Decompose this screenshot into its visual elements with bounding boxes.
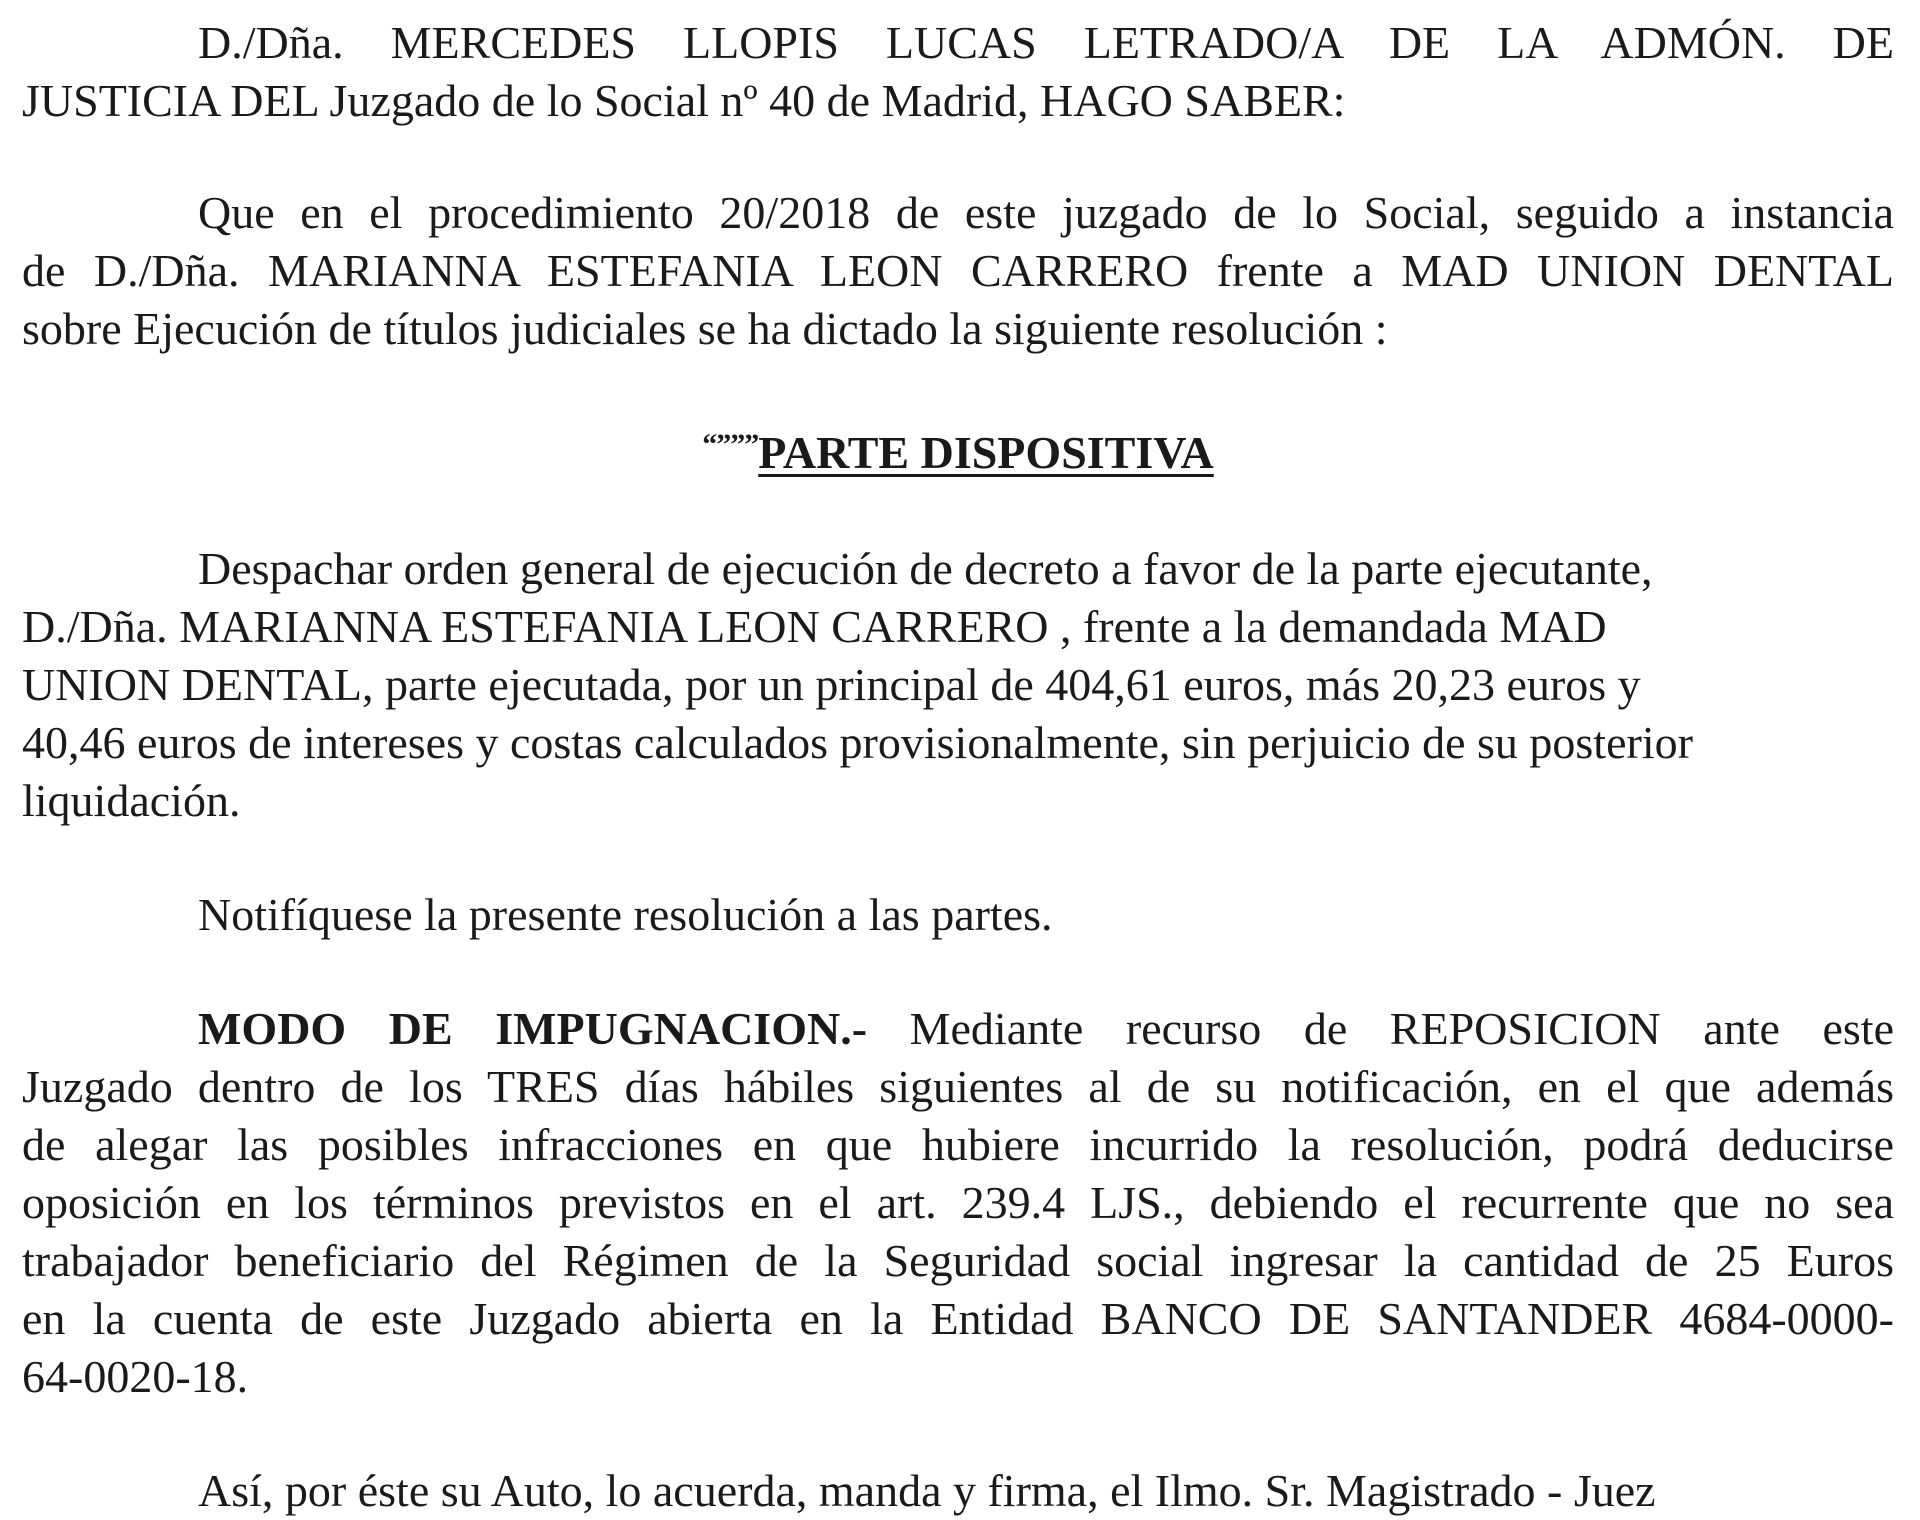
ruling-line-2: D./Dña. MARIANNA ESTEFANIA LEON CARRERO , frente a la demandada MAD	[22, 601, 1607, 652]
ruling-line-5: liquidación.	[22, 775, 241, 826]
appeal-label: MODO DE IMPUGNACION.-	[198, 1003, 868, 1054]
document-page	[22, 14, 1894, 1520]
procedure-line-1: Que en el procedimiento 20/2018 de este juzgado de lo Social, seguido a instancia	[198, 187, 1894, 238]
procedure-line-3: sobre Ejecución de títulos judiciales se ha dictado la siguiente resolución :	[22, 303, 1388, 354]
closing-line: Así, por éste su Auto, lo acuerda, manda y firma, el Ilmo. Sr. Magistrado - Juez	[198, 1465, 1656, 1516]
appeal-line-2: Juzgado dentro de los TRES días hábiles siguientes al de su notificación, en el que además	[22, 1061, 1894, 1112]
intro-line-1: D./Dña. MERCEDES LLOPIS LUCAS LETRADO/A DE LA ADMÓN. DE	[198, 17, 1894, 68]
section-title	[22, 416, 1894, 482]
appeal-line-3: de alegar las posibles infracciones en que hubiere incurrido la resolución, podrá deducirse	[22, 1119, 1894, 1170]
appeal-line-4: oposición en los términos previstos en el art. 239.4 LJS., debiendo el recurrente que no sea	[22, 1177, 1894, 1228]
ruling-line-4: 40,46 euros de intereses y costas calculados provisionalmente, sin perjuicio de su posterior	[22, 717, 1693, 768]
appeal-line-6: en la cuenta de este Juzgado abierta en la Entidad BANCO DE SANTANDER 4684-0000-	[22, 1293, 1894, 1344]
ruling-line-1: Despachar orden general de ejecución de decreto a favor de la parte ejecutante,	[198, 543, 1653, 594]
section-heading: PARTE DISPOSITIVA	[758, 427, 1214, 478]
intro-line-2: JUSTICIA DEL Juzgado de lo Social nº 40 de Madrid, HAGO SABER:	[22, 75, 1346, 126]
appeal-paragraph	[22, 1000, 1894, 1406]
procedure-line-2: de D./Dña. MARIANNA ESTEFANIA LEON CARRERO frente a MAD UNION DENTAL	[22, 245, 1894, 296]
appeal-line-1-text: Mediante recurso de REPOSICION ante este	[867, 1003, 1894, 1054]
appeal-line-1	[22, 1000, 1894, 1058]
section-title-quotes: “”””	[702, 428, 759, 461]
procedure-paragraph	[22, 184, 1894, 358]
ruling-paragraph	[22, 540, 1894, 830]
intro-paragraph	[22, 14, 1894, 130]
notification-line: Notifíquese la presente resolución a las partes.	[198, 889, 1053, 940]
appeal-line-5: trabajador beneficiario del Régimen de la Seguridad social ingresar la cantidad de 25 Euros	[22, 1235, 1894, 1286]
notification-paragraph	[22, 886, 1894, 944]
appeal-line-7: 64-0020-18.	[22, 1351, 249, 1402]
closing-paragraph	[22, 1462, 1894, 1520]
ruling-line-3: UNION DENTAL, parte ejecutada, por un principal de 404,61 euros, más 20,23 euros y	[22, 659, 1641, 710]
